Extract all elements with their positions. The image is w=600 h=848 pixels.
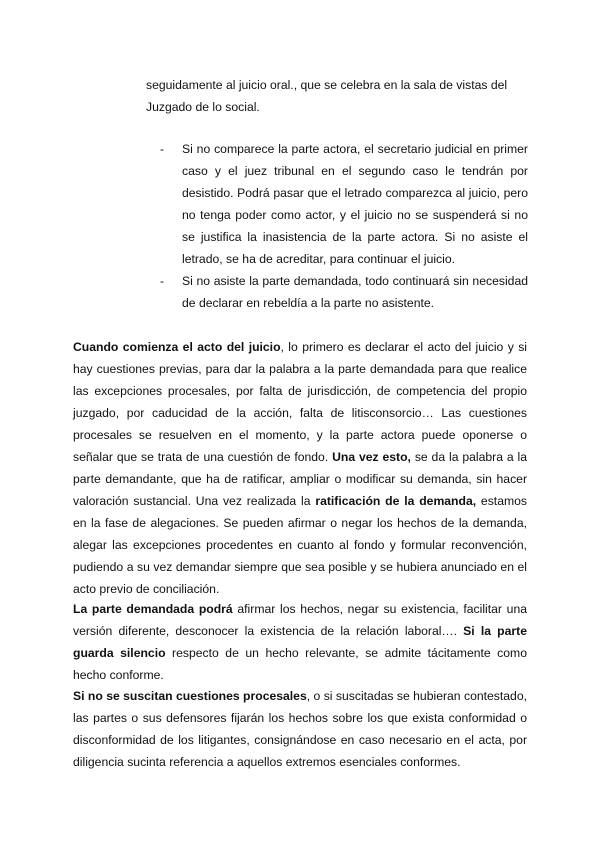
bullet-dash: - — [160, 274, 165, 288]
bold-phrase: Una vez esto, — [332, 450, 411, 464]
paragraph-cuestiones — [73, 685, 527, 773]
paragraph-text: respecto de un hecho relevante, se admite tácitamente como hecho conforme. — [73, 646, 527, 682]
paragraph-text: , lo primero es declarar el acto del juicio y si hay cuestiones previas, para dar la palabra a la parte demandada para que realice las excepciones procesales, por falta de jurisdicción, de competencia del propio juzgado, por caducidad de la acción, falta de litisconsorcio… Las cuestiones procesales se resuelven en el momento, y la parte actora puede oponerse o señalar que se trata de una cuestión de fondo. — [73, 340, 527, 464]
bold-phrase: ratificación de la demanda, — [315, 494, 477, 508]
paragraph-juicio — [73, 336, 527, 600]
paragraph-text: se da la palabra a la parte demandante, que ha de ratificar, ampliar o modificar su demanda, sin hacer valoración sustancial. Una vez realizada la — [73, 450, 527, 508]
list-item — [160, 270, 528, 314]
bullet-list — [160, 138, 528, 314]
bold-phrase: La parte demandada podrá — [73, 602, 233, 616]
bullet-dash: - — [160, 142, 165, 156]
bullet-text: Si no comparece la parte actora, el secretario judicial en primer caso y el juez tribunal en el segundo caso le tendrán por desistido. Podrá pasar que el letrado comparezca al juicio, pero no tenga poder como actor, y el juicio no se suspenderá si no se justifica la inasistencia de la parte actora. Si no asiste el letrado, se ha de acreditar, para continuar el juicio. — [182, 142, 528, 266]
intro-text: seguidamente al juicio oral., que se celebra en la sala de vistas del Juzgado de lo social. — [146, 78, 508, 114]
paragraph-text: afirmar los hechos, negar su existencia, facilitar una versión diferente, desconocer la existencia de la relación laboral…. — [73, 602, 528, 638]
bold-phrase: Cuando comienza el acto del juicio — [73, 340, 281, 354]
paragraph-text: estamos en la fase de alegaciones. Se pueden afirmar o negar los hechos de la demanda, alegar las excepciones procedentes en cuanto al fondo y formular reconvención, pudiendo a su vez demandar siempre que sea posible y se hubiera anunciado en el acto previo de conciliación. — [73, 494, 527, 596]
list-item — [160, 138, 528, 270]
bullet-text: Si no asiste la parte demandada, todo continuará sin necesidad de declarar en rebeldía a la parte no asistente. — [182, 274, 528, 310]
paragraph-demandada — [73, 598, 527, 686]
paragraph-text: , o si suscitadas se hubieran contestado, las partes o sus defensores fijarán los hechos sobre los que exista conformidad o disconformidad de los litigantes, consignándose en caso necesario en el acta, por diligencia sucinta referencia a aquellos extremos esenciales conformes. — [73, 689, 527, 769]
bold-phrase: Si no se suscitan cuestiones procesales — [73, 689, 307, 703]
bold-phrase: Si la parte guarda silencio — [73, 624, 527, 660]
